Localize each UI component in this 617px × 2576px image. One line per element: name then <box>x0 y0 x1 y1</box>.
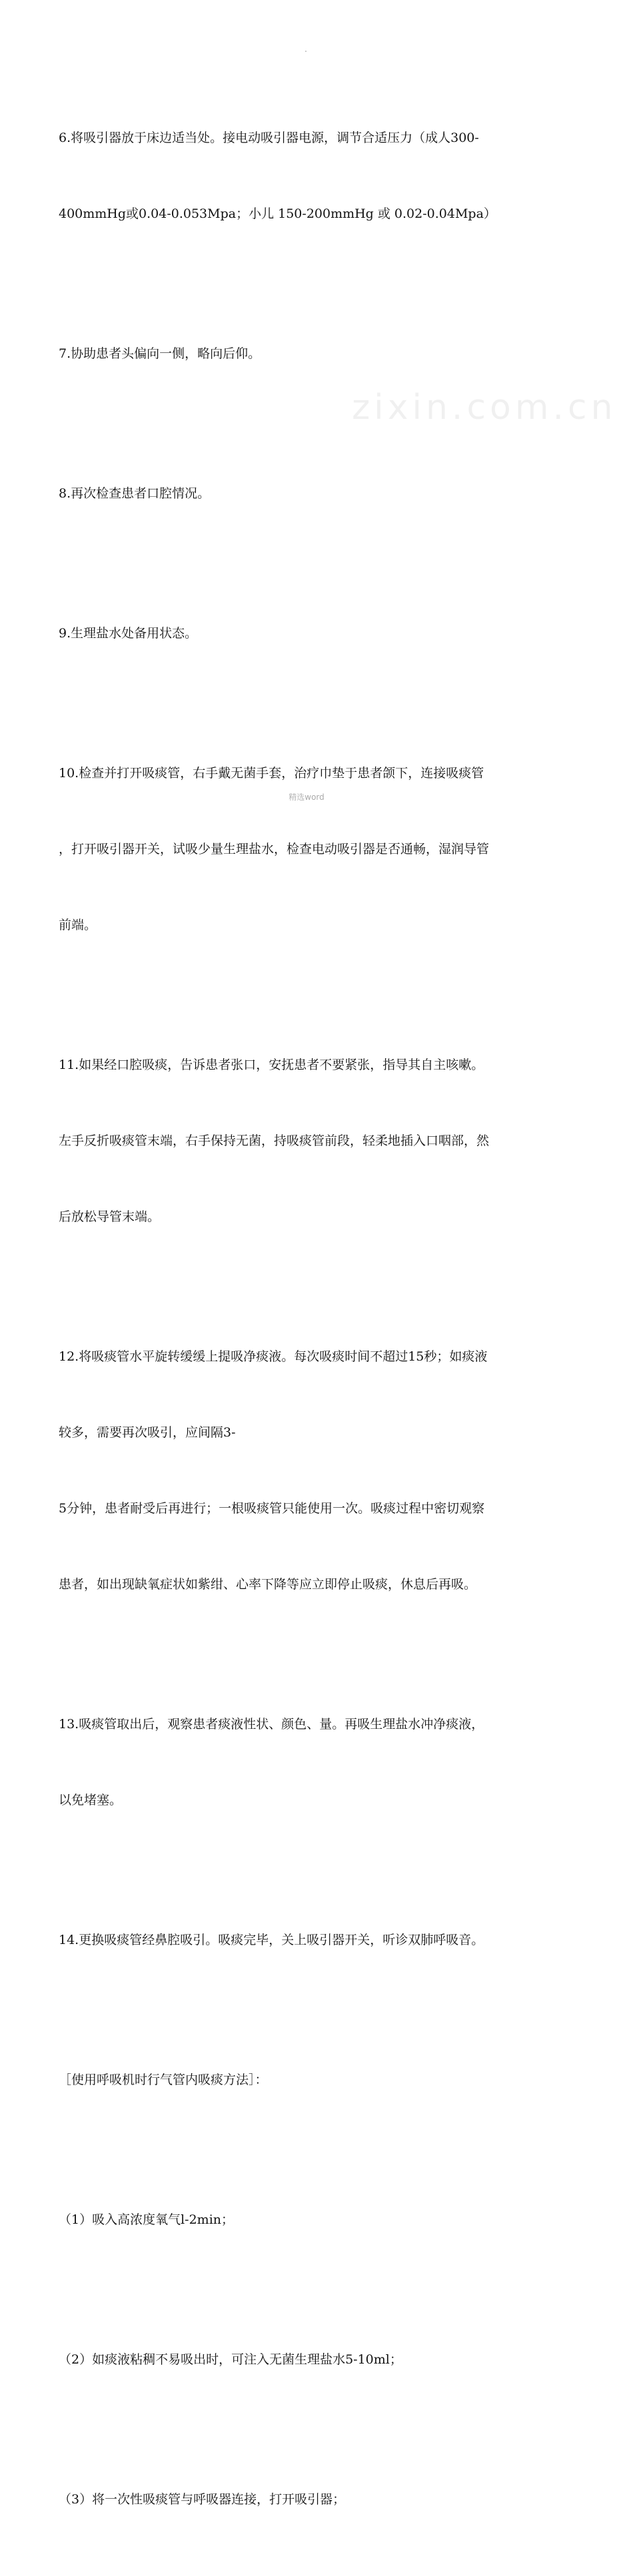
paragraph-step-6 <box>59 75 555 277</box>
paragraph-step-13 <box>59 1661 555 1863</box>
text-line: 10.检查并打开吸痰管，右手戴无菌手套，治疗巾垫于患者颌下，连接吸痰管 <box>59 766 484 781</box>
text-line: 400mmHg或0.04-0.053Mpa；小儿 150-200mmHg 或 0.02-0.04Mpa） <box>59 206 496 221</box>
text-line: （1）吸入高浓度氧气l-2min； <box>59 2212 235 2227</box>
paragraph-item-1 <box>59 2156 555 2283</box>
text-line: 较多，需要再次吸引，应间隔3- <box>59 1425 236 1440</box>
text-line: 左手反折吸痰管末端，右手保持无菌，持吸痰管前段，轻柔地插入口咽部，然 <box>59 1133 490 1148</box>
paragraph-item-3 <box>59 2436 555 2563</box>
text-line: 患者，如出现缺氧症状如紫绀、心率下降等应立即停止吸痰，休息后再吸。 <box>59 1577 477 1592</box>
paragraph-step-10 <box>59 710 555 988</box>
text-line: 5分钟，患者耐受后再进行；一根吸痰管只能使用一次。吸痰过程中密切观察 <box>59 1501 485 1516</box>
document-body <box>59 75 555 2576</box>
text-line: 13.吸痰管取出后，观察患者痰液性状、颜色、量。再吸生理盐水冲净痰液， <box>59 1717 484 1732</box>
text-line: 12.将吸痰管水平旋转缓缓上提吸净痰液。每次吸痰时间不超过15秒；如痰液 <box>59 1349 488 1364</box>
text-line: 后放松导管末端。 <box>59 1209 161 1224</box>
text-line: 9.生理盐水处备用状态。 <box>59 626 198 641</box>
text-line: 6.将吸引器放于床边适当处。接电动吸引器电源，调节合适压力（成人300- <box>59 131 479 145</box>
text-line: 以免堵塞。 <box>59 1793 123 1807</box>
section-heading-ventilator <box>59 2017 555 2143</box>
paragraph-step-12 <box>59 1293 555 1648</box>
text-line: 前端。 <box>59 918 97 932</box>
paragraph-step-8 <box>59 430 555 557</box>
text-line: ，打开吸引器开关，试吸少量生理盐水，检查电动吸引器是否通畅，湿润导管 <box>59 842 490 856</box>
text-line: （2）如痰液粘稠不易吸出时，可注入无菌生理盐水5-10ml； <box>59 2352 402 2367</box>
paragraph-step-11 <box>59 1002 555 1280</box>
text-line: 11.如果经口腔吸痰，告诉患者张口，安抚患者不要紧张，指导其自主咳嗽。 <box>59 1058 484 1072</box>
text-line: 7.协助患者头偏向一侧，略向后仰。 <box>59 346 261 361</box>
page-dot <box>305 51 307 52</box>
page-footer: 精选word <box>289 793 324 802</box>
paragraph-step-7 <box>59 290 555 417</box>
text-line: ［使用呼吸机时行气管内吸痰方法］： <box>59 2073 268 2087</box>
paragraph-item-2 <box>59 2296 555 2423</box>
watermark: zixin.com.cn <box>352 388 617 428</box>
paragraph-step-14 <box>59 1877 555 2003</box>
text-line: 8.再次检查患者口腔情况。 <box>59 486 211 501</box>
text-line: 14.更换吸痰管经鼻腔吸引。吸痰完毕，关上吸引器开关，听诊双肺呼吸音。 <box>59 1933 484 1947</box>
paragraph-step-9 <box>59 570 555 697</box>
text-line: （3）将一次性吸痰管与呼吸器连接，打开吸引器； <box>59 2492 346 2507</box>
